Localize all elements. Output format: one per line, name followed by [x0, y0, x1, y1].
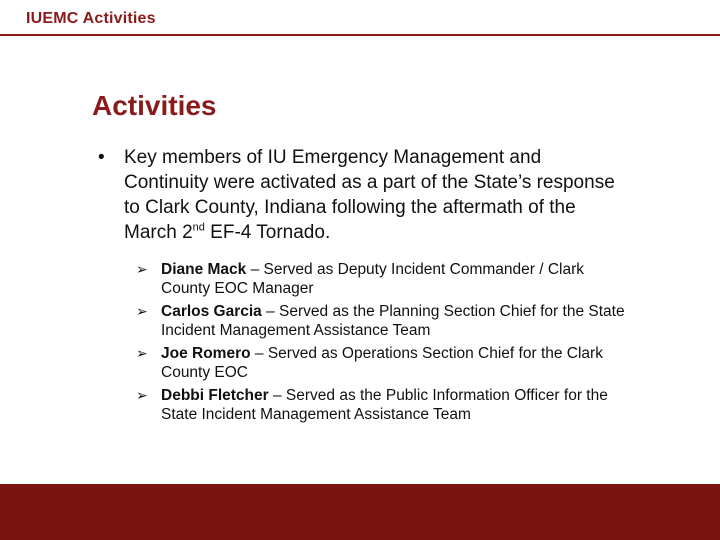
- person-role: – Served as the Planning Section Chief for the State Incident Management Assistance Team: [161, 303, 625, 339]
- main-bullet: [98, 145, 618, 245]
- person-role: – Served as Deputy Incident Commander / Clark County EOC Manager: [161, 261, 585, 297]
- list-item: [136, 302, 636, 340]
- main-bullet-text: [98, 145, 618, 245]
- arrow-bullet-icon: ➢: [136, 261, 148, 277]
- header-title: IUEMC Activities: [26, 10, 156, 27]
- list-item: [136, 260, 636, 298]
- arrow-bullet-icon: ➢: [136, 345, 148, 361]
- person-name: Joe Romero: [161, 345, 251, 362]
- person-name: Carlos Garcia: [161, 303, 262, 320]
- header-divider: [0, 34, 720, 36]
- person-name: Diane Mack: [161, 261, 247, 278]
- list-item: [136, 386, 636, 424]
- arrow-bullet-icon: ➢: [136, 387, 148, 403]
- bullet-dot-icon: •: [98, 147, 105, 168]
- person-role: – Served as Operations Section Chief for the Clark County EOC: [161, 345, 603, 381]
- slide-title: Activities: [92, 90, 217, 121]
- footer-band: [0, 484, 720, 540]
- bullet-text-part: Key members of IU Emergency Management and Continuity were activated as a part of the State’s response to Clark County, Indiana following the aftermath of the March 2: [124, 147, 615, 243]
- sub-bullet-list: [136, 260, 636, 428]
- list-item: [136, 344, 636, 382]
- person-name: Debbi Fletcher: [161, 387, 269, 404]
- person-role: – Served as the Public Information Officer for the State Incident Management Assistance Team: [161, 387, 608, 423]
- bullet-text-end: EF-4 Tornado.: [204, 222, 331, 243]
- bullet-superscript: nd: [192, 221, 205, 234]
- arrow-bullet-icon: ➢: [136, 303, 148, 319]
